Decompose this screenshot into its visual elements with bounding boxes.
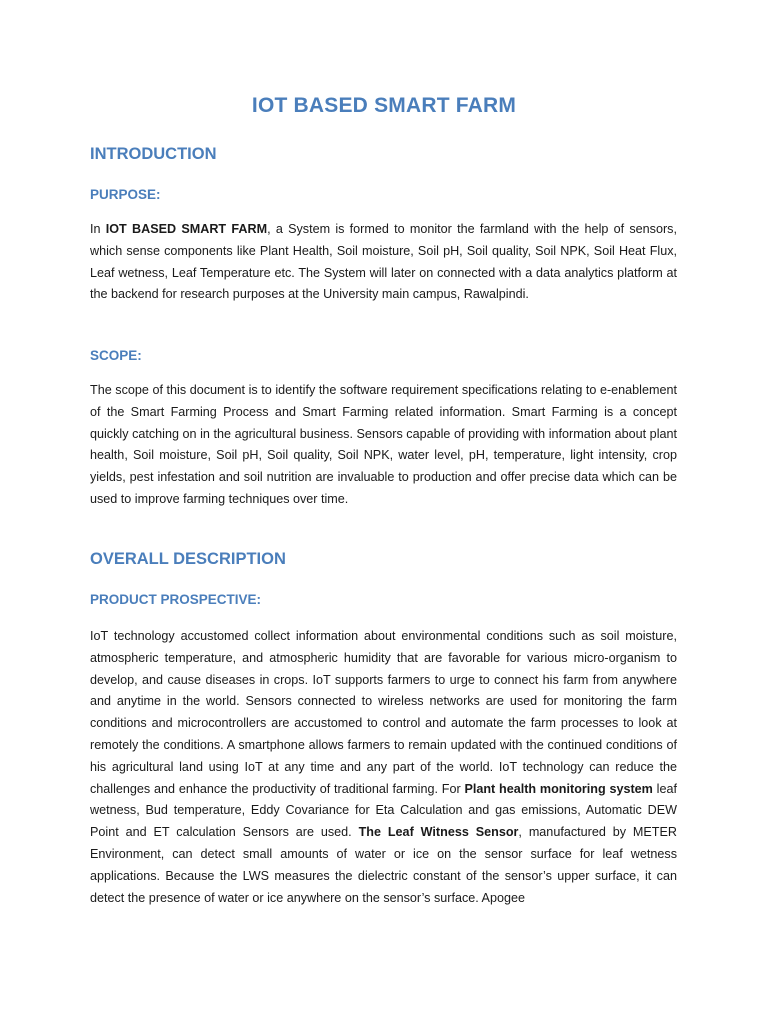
overall-description-heading: OVERALL DESCRIPTION bbox=[90, 550, 286, 568]
introduction-heading: INTRODUCTION bbox=[90, 145, 217, 163]
purpose-text-1: In bbox=[90, 222, 106, 236]
product-bold-2: The Leaf Witness Sensor bbox=[358, 825, 519, 840]
product-prospective-heading: PRODUCT PROSPECTIVE: bbox=[90, 592, 262, 607]
purpose-paragraph bbox=[90, 219, 677, 306]
scope-heading: SCOPE: bbox=[90, 348, 142, 363]
purpose-text-2: , a System is formed to monitor the farmland with the help of sensors, which sense components like Plant Health, Soil moisture, Soil pH, Soil quality, Soil NPK, Soil Heat Flux, Leaf wetness, Leaf Temperature etc. The System will later on connected with a data analytics platform at the backend for research purposes at the University main campus, Rawalpindi. bbox=[90, 222, 677, 302]
product-text-2: leaf wetness, Bud temperature, Eddy Covariance for Eta Calculation and gas emissions, Automatic DEW Point and ET calculation Sensors are used. bbox=[90, 781, 677, 840]
document-title: IOT BASED SMART FARM bbox=[251, 94, 517, 117]
product-paragraph bbox=[90, 626, 677, 909]
product-bold-1: Plant health monitoring system bbox=[464, 781, 653, 796]
purpose-bold-1: IOT BASED SMART FARM bbox=[105, 222, 268, 236]
product-text-1: IoT technology accustomed collect information about environmental conditions such as soil moisture, atmospheric temperature, and atmospheric humidity that are favorable for various micro-organism to develop, and cause diseases in crops. IoT supports farmers to urge to connect his farm from anywhere and anytime in the world. Sensors connected to wireless networks are used for monitoring the farm conditions and microcontrollers are accustomed to control and automate the farm processes to look at remotely the conditions. A smartphone allows farmers to remain updated with the continued conditions of his agricultural land using IoT at any time and any part of the world. IoT technology can reduce the challenges and enhance the productivity of traditional farming. For bbox=[90, 629, 677, 796]
scope-paragraph: The scope of this document is to identify the software requirement specifications relating to e-enablement of the Smart Farming Process and Smart Farming related information. Smart Farming is a concept quickly catching on in the agricultural business. Sensors capable of providing with information about plant health, Soil moisture, Soil pH, Soil quality, Soil NPK, water level, pH, temperature, light intensity, crop yields, pest infestation and soil nutrition are invaluable to production and offer precise data which can be used to improve farming techniques over time. bbox=[90, 383, 677, 506]
purpose-heading: PURPOSE: bbox=[90, 187, 161, 202]
product-text-3: , manufactured by METER Environment, can detect small amounts of water or ice on the sensor surface for leaf wetness applications. Because the LWS measures the dielectric constant of the sensor’s upper surface, it can detect the presence of water or ice anywhere on the sensor’s surface. Apogee bbox=[90, 825, 677, 905]
